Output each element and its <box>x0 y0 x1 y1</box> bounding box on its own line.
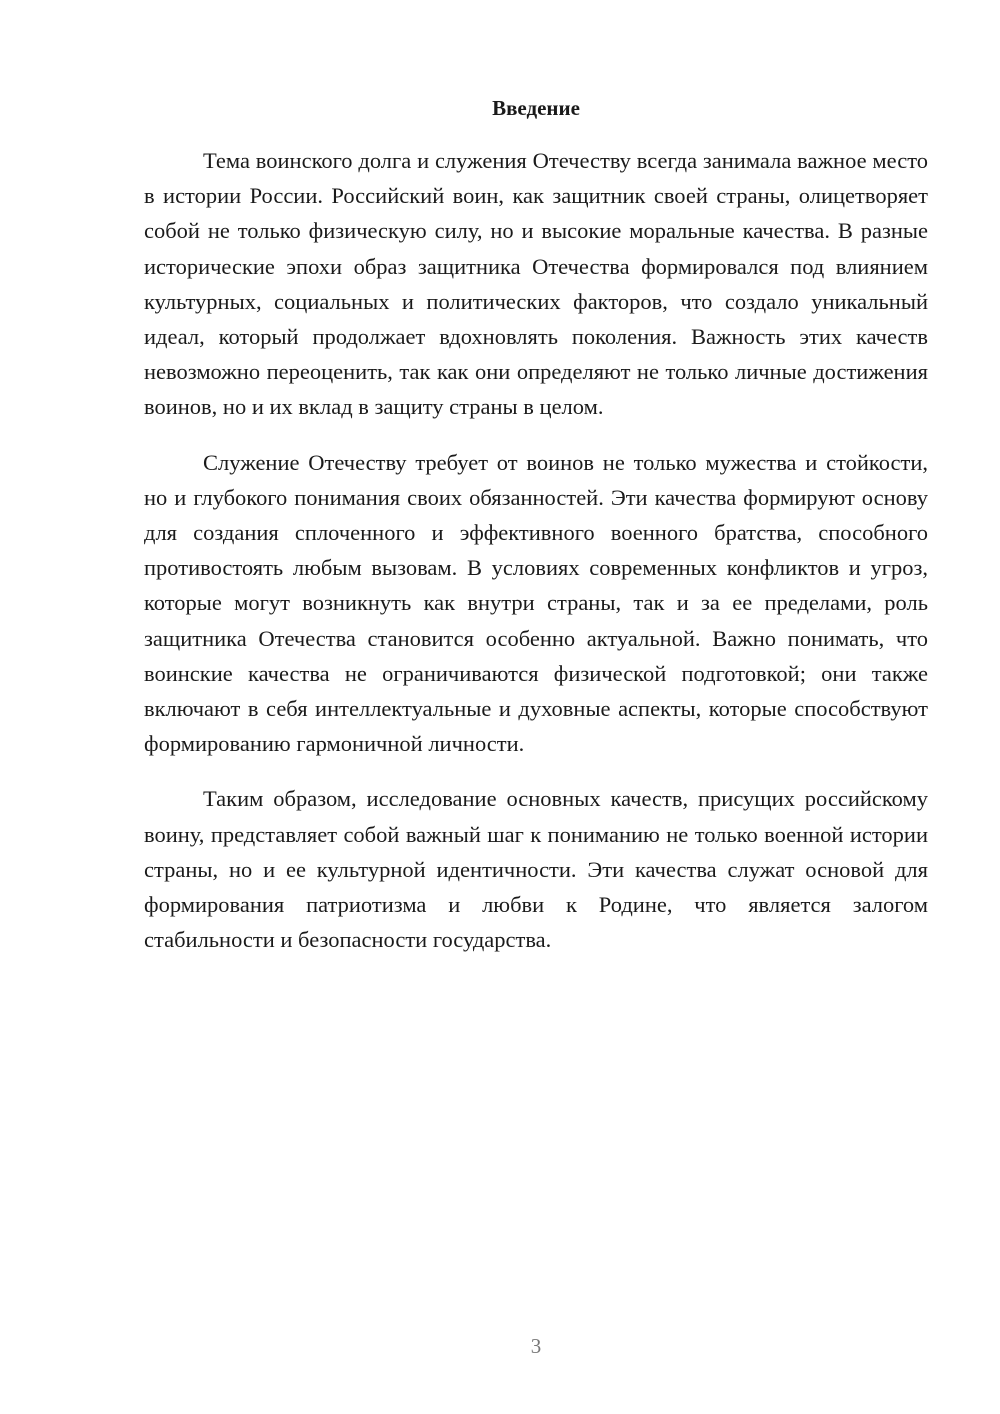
body-text <box>144 143 928 977</box>
paragraph-2: Служение Отечеству требует от воинов не только мужества и стойкости, но и глубокого понимания своих обязанностей. Эти качества формируют основу для создания сплоченного и эффективного военного братства, способного противостоять любым вызовам. В условиях современных конфликтов и угроз, которые могут возникнуть как внутри страны, так и за ее пределами, роль защитника Отечества становится особенно актуальной. Важно понимать, что воинские качества не ограничиваются физической подготовкой; они также включают в себя интеллектуальные и духовные аспекты, которые способствуют формированию гармоничной личности. <box>144 449 928 757</box>
page-number: 3 <box>530 1334 542 1358</box>
paragraph-3: Таким образом, исследование основных качеств, присущих российскому воину, представляет собой важный шаг к пониманию не только военной истории страны, но и ее культурной идентичности. Эти качества служат основой для формирования патриотизма и любви к Родине, что является залогом стабильности и безопасности государства. <box>144 786 928 953</box>
section-heading: Введение <box>492 96 580 120</box>
paragraph-1: Тема воинского долга и служения Отечеству всегда занимала важное место в истории России. Российский воин, как защитник своей страны, олицетворяет собой не только физическую силу, но и высокие моральные качества. В разные исторические эпохи образ защитника Отечества формировался под влиянием культурных, социальных и политических факторов, что создало уникальный идеал, который продолжает вдохновлять поколения. Важность этих качеств невозможно переоценить, так как они определяют не только личные достижения воинов, но и их вклад в защиту страны в целом. <box>144 148 928 420</box>
